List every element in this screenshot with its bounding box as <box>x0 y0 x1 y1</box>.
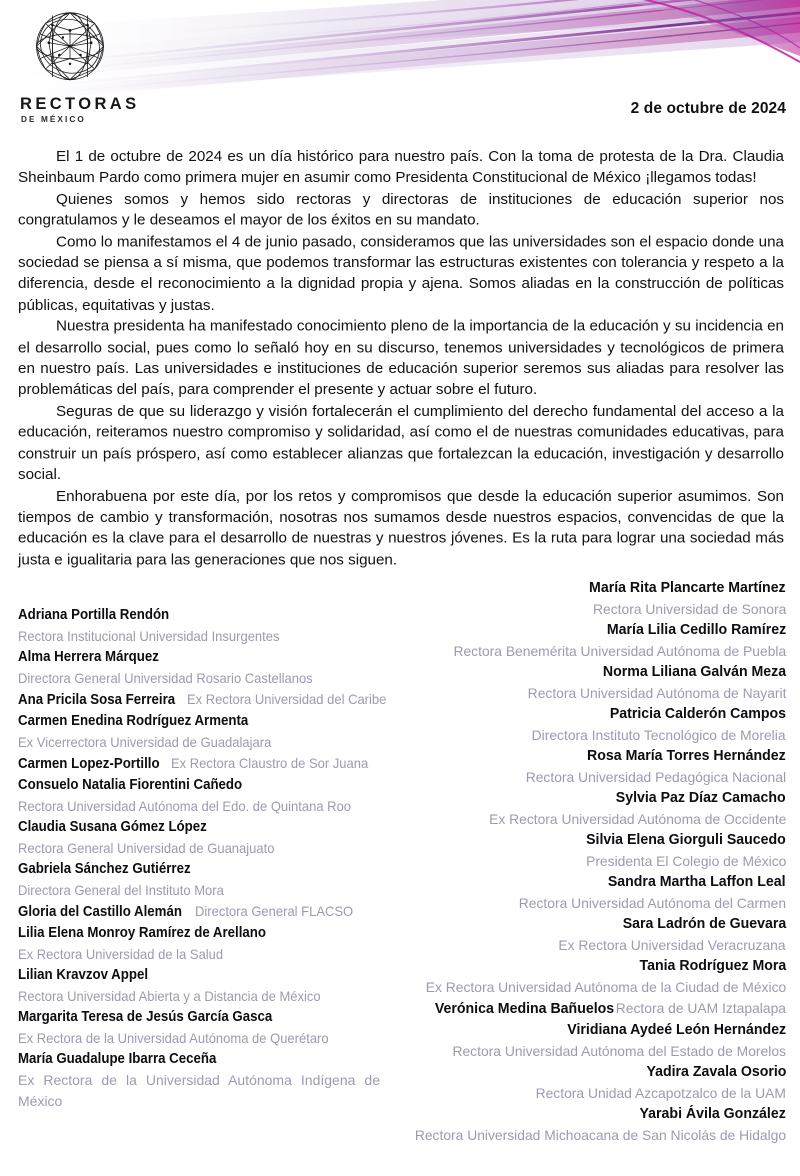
signatory-name: Carmen Enedina Rodríguez Armenta <box>18 713 249 729</box>
signatory-entry <box>18 965 408 1007</box>
signatory-name: Gabriela Sánchez Gutiérrez <box>18 861 191 877</box>
document-date: 2 de octubre de 2024 <box>630 100 786 117</box>
signatory-entry <box>18 901 408 923</box>
letter-paragraph: Nuestra presidenta ha manifestado conocimiento pleno de la importancia de la educación y su incidencia en el desarrollo social, pues como lo señaló hoy en su discurso, tenemos universidades y tecnológicos de primera en nuestro país. Las universidades e instituciones de educación superior seremos sus aliadas para resolver las problemáticas del país, para comprender el presente y actuar sobre el futuro. <box>18 318 784 399</box>
signatory-entry <box>18 775 408 817</box>
signatory-name: Patricia Calderón Campos <box>609 706 786 722</box>
signatory-entry <box>18 1049 408 1112</box>
signatory-name: Verónica Medina Bañuelos <box>434 1001 615 1017</box>
signatory-entry <box>18 647 408 689</box>
signatory-role: Ex Rectora Universidad Autónoma de Occidente <box>488 811 786 827</box>
signatory-entry <box>18 817 408 859</box>
signatory-entry <box>18 859 408 901</box>
signatory-entry <box>396 1062 786 1104</box>
signatory-entry <box>396 830 786 872</box>
document-header <box>0 0 800 140</box>
signatory-role: Ex Rectora Universidad Veracruzana <box>558 937 786 953</box>
signatory-name: Lilia Elena Monroy Ramírez de Arellano <box>18 925 267 941</box>
signatory-name: Gloria del Castillo Alemán <box>18 904 182 920</box>
signatory-role: Rectora Benemérita Universidad Autónoma de Puebla <box>453 643 786 659</box>
signatory-entry <box>18 605 408 647</box>
signatory-role: Rectora General Universidad de Guanajuato <box>18 840 275 856</box>
signatory-name: Adriana Portilla Rendón <box>18 607 170 623</box>
letter-paragraph: El 1 de octubre de 2024 es un día histórico para nuestro país. Con la toma de protesta de la Dra. Claudia Sheinbaum Pardo como primera mujer en asumir como Presidenta Constitucional de México ¡llegamos todas! <box>18 148 784 187</box>
signatory-role: Rectora Universidad Pedagógica Nacional <box>525 769 786 785</box>
signatory-role: Rectora Universidad Autónoma de Nayarit <box>527 685 786 701</box>
brand-wordmark: RECTORAS <box>20 95 140 113</box>
signatory-role: Directora General Universidad Rosario Castellanos <box>18 670 313 686</box>
signatories-section <box>0 578 800 1176</box>
signatory-name: Sandra Martha Laffon Leal <box>608 874 786 890</box>
signatory-entry <box>396 1104 786 1146</box>
signatory-role: Rectora Universidad Autónoma del Carmen <box>518 895 786 911</box>
signatory-role: Presidenta El Colegio de México <box>585 853 786 869</box>
signatory-name: María Rita Plancarte Martínez <box>589 580 786 596</box>
signatory-name: María Guadalupe Ibarra Ceceña <box>18 1051 217 1067</box>
signatory-role: Ex Rectora Universidad Autónoma de la Ciudad de México <box>425 979 786 995</box>
signatory-name: Yarabi Ávila González <box>639 1106 786 1122</box>
signatory-entry <box>396 872 786 914</box>
signatory-entry <box>396 914 786 956</box>
signatory-role: Rectora de UAM Iztapalapa <box>615 1000 786 1016</box>
signatory-entry <box>396 956 786 998</box>
signatory-name: Rosa María Torres Hernández <box>587 748 786 764</box>
signatory-role: Rectora Universidad Autónoma del Estado de Morelos <box>452 1043 786 1059</box>
signatory-entry <box>18 923 408 965</box>
letter-body <box>18 147 784 571</box>
signatory-name: Viridiana Aydeé León Hernández <box>567 1022 786 1038</box>
geodesic-sphere-icon <box>24 4 116 92</box>
signatories-right-column <box>396 578 786 1146</box>
signatory-name: Norma Liliana Galván Meza <box>602 664 786 680</box>
signatory-role: Rectora Universidad Michoacana de San Nicolás de Hidalgo <box>414 1127 786 1143</box>
signatory-role: Directora General FLACSO <box>194 903 353 919</box>
signatory-role: Rectora Institucional Universidad Insurgentes <box>18 628 280 644</box>
signatory-entry <box>18 689 408 711</box>
signatory-role: Ex Vicerrectora Universidad de Guadalajara <box>18 734 272 750</box>
signatory-role: Ex Rectora Claustro de Sor Juana <box>170 755 368 771</box>
signatory-entry <box>396 998 786 1020</box>
brand-lockup <box>18 4 148 124</box>
signatory-name: Sylvia Paz Díaz Camacho <box>616 790 786 806</box>
signatory-name: Consuelo Natalia Fiorentini Cañedo <box>18 777 243 793</box>
signatory-entry <box>396 704 786 746</box>
letter-paragraph: Como lo manifestamos el 4 de junio pasado, consideramos que las universidades son el espacio donde una sociedad se piensa a sí misma, que podemos transformar las estructuras existentes con tolerancia y respeto a la diferencia, desde el reconocimiento a la dignidad propia y ajena. Somos aliadas en la construcción de políticas públicas, equitativas y justas. <box>18 233 784 314</box>
signatory-role: Rectora Universidad Autónoma del Edo. de Quintana Roo <box>18 798 352 814</box>
signatory-role: Directora Instituto Tecnológico de Morelia <box>532 727 786 743</box>
signatory-name: Carmen Lopez-Portillo <box>18 756 160 772</box>
signatories-left-column <box>18 605 408 1112</box>
brand-sub-wordmark: DE MÉXICO <box>21 114 86 124</box>
signatory-entry <box>396 578 786 620</box>
signatory-role: Rectora Universidad de Sonora <box>592 601 786 617</box>
signatory-entry <box>396 746 786 788</box>
signatory-entry <box>396 1020 786 1062</box>
letter-paragraph: Enhorabuena por este día, por los retos y compromisos que desde la educación superior asumimos. Son tiempos de cambio y transformación, nosotras nos sumamos desde nuestros espacios, convencidas de que la educación es la clave para el desarrollo de nuestras y nuestros jóvenes. Es la ruta para lograr una sociedad más justa e igualitaria para las generaciones que nos siguen. <box>18 488 784 568</box>
signatory-entry <box>396 788 786 830</box>
signatory-entry <box>18 753 408 775</box>
signatory-role: Ex Rectora Universidad de la Salud <box>18 946 224 962</box>
signatory-name: Tania Rodríguez Mora <box>639 958 786 974</box>
signatory-name: Margarita Teresa de Jesús García Gasca <box>18 1009 273 1025</box>
signatory-role: Ex Rectora de la Universidad Autónoma Indígena de México <box>18 1072 380 1109</box>
signatory-role: Directora General del Instituto Mora <box>18 882 224 898</box>
signatory-name: Alma Herrera Márquez <box>18 649 159 665</box>
signatory-entry <box>396 620 786 662</box>
signatory-name: Yadira Zavala Osorio <box>645 1064 786 1080</box>
signatory-name: Lilian Kravzov Appel <box>18 967 149 983</box>
signatory-entry <box>18 1007 408 1049</box>
signatory-role: Rectora Universidad Abierta y a Distancia de México <box>18 988 321 1004</box>
letter-paragraph: Quienes somos y hemos sido rectoras y directoras de instituciones de educación superior nos congratulamos y le deseamos el mayor de los éxitos en su mandato. <box>18 191 784 229</box>
signatory-role: Ex Rectora de la Universidad Autónoma de Querétaro <box>18 1030 329 1046</box>
signatory-entry <box>18 711 408 753</box>
signatory-role: Rectora Unidad Azcapotzalco de la UAM <box>535 1085 786 1101</box>
signatory-name: María Lilia Cedillo Ramírez <box>606 622 786 638</box>
letter-paragraph: Seguras de que su liderazgo y visión fortalecerán el cumplimiento del derecho fundamental del acceso a la educación, reiteramos nuestro compromiso y solidaridad, así como el de nuestras comunidades educativas, para construir un país próspero, así como establecer alianzas que fortalezcan la educación, investigación y desarrollo social. <box>18 403 784 484</box>
signatory-name: Silvia Elena Giorguli Saucedo <box>586 832 786 848</box>
signatory-role: Ex Rectora Universidad del Caribe <box>187 691 387 707</box>
signatory-name: Sara Ladrón de Guevara <box>622 916 786 932</box>
signatory-name: Claudia Susana Gómez López <box>18 819 207 835</box>
signatory-name: Ana Pricila Sosa Ferreira <box>18 692 176 708</box>
signatory-entry <box>396 662 786 704</box>
